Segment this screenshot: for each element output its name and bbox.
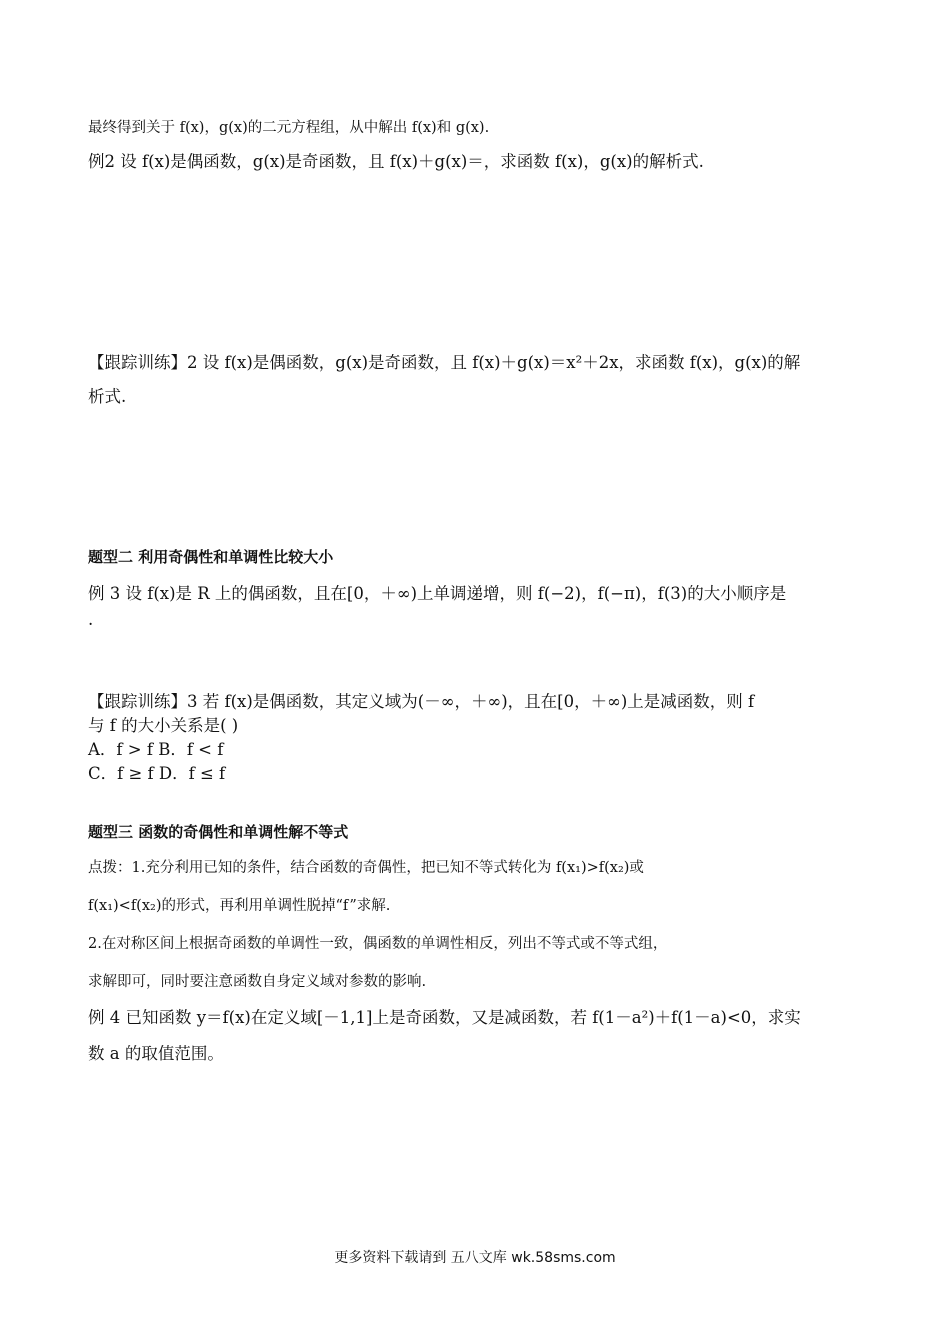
- tip-line-2: f(x₁)<f(x₂)的形式，再利用单调性脱掉“f”求解.: [88, 898, 391, 914]
- example-4-line-2: 数 a 的取值范围。: [88, 1044, 224, 1063]
- tip-line-1: 点拨：1.充分利用已知的条件，结合函数的奇偶性，把已知不等式转化为 f(x₁)>f(x₂)或: [88, 860, 644, 876]
- training-3-line-1: 【跟踪训练】3 若 f(x)是偶函数，其定义域为(－∞，＋∞)，且在[0，＋∞)上是减函数，则 f: [88, 692, 755, 711]
- training-2-line-1: 【跟踪训练】2 设 f(x)是偶函数，g(x)是奇函数，且 f(x)＋g(x)＝x²＋2x，求函数 f(x)，g(x)的解: [88, 353, 801, 372]
- section-heading-type-2: 题型二 利用奇偶性和单调性比较大小: [88, 548, 334, 566]
- section-heading-type-3: 题型三 函数的奇偶性和单调性解不等式: [88, 823, 349, 841]
- training-2-line-2: 析式.: [88, 387, 127, 406]
- tip-line-4: 求解即可，同时要注意函数自身定义域对参数的影响.: [88, 974, 427, 990]
- tip-line-3: 2.在对称区间上根据奇函数的单调性一致，偶函数的单调性相反，列出不等式或不等式组，: [88, 936, 668, 952]
- example-4-line-1: 例 4 已知函数 y＝f(x)在定义域[－1,1]上是奇函数，又是减函数，若 f(1－a²)＋f(1－a)<0，求实: [88, 1008, 801, 1027]
- example-3-line-1: 例 3 设 f(x)是 R 上的偶函数，且在[0，＋∞)上单调递增，则 f(−2)，f(−π)，f(3)的大小顺序是: [88, 584, 787, 603]
- options-a-b: A．f > f B．f < f: [88, 740, 224, 759]
- intro-line: 最终得到关于 f(x)，g(x)的二元方程组，从中解出 f(x)和 g(x).: [88, 120, 490, 136]
- example-3-line-2: .: [88, 610, 94, 629]
- example-2: 例2 设 f(x)是偶函数，g(x)是奇函数，且 f(x)＋g(x)＝，求函数 f(x)，g(x)的解析式.: [88, 152, 704, 171]
- training-3-line-2: 与 f 的大小关系是( ): [88, 716, 239, 735]
- options-c-d: C．f ≥ f D．f ≤ f: [88, 764, 226, 783]
- footer-link[interactable]: 更多资料下载请到 五八文库 wk.58sms.com: [334, 1250, 616, 1266]
